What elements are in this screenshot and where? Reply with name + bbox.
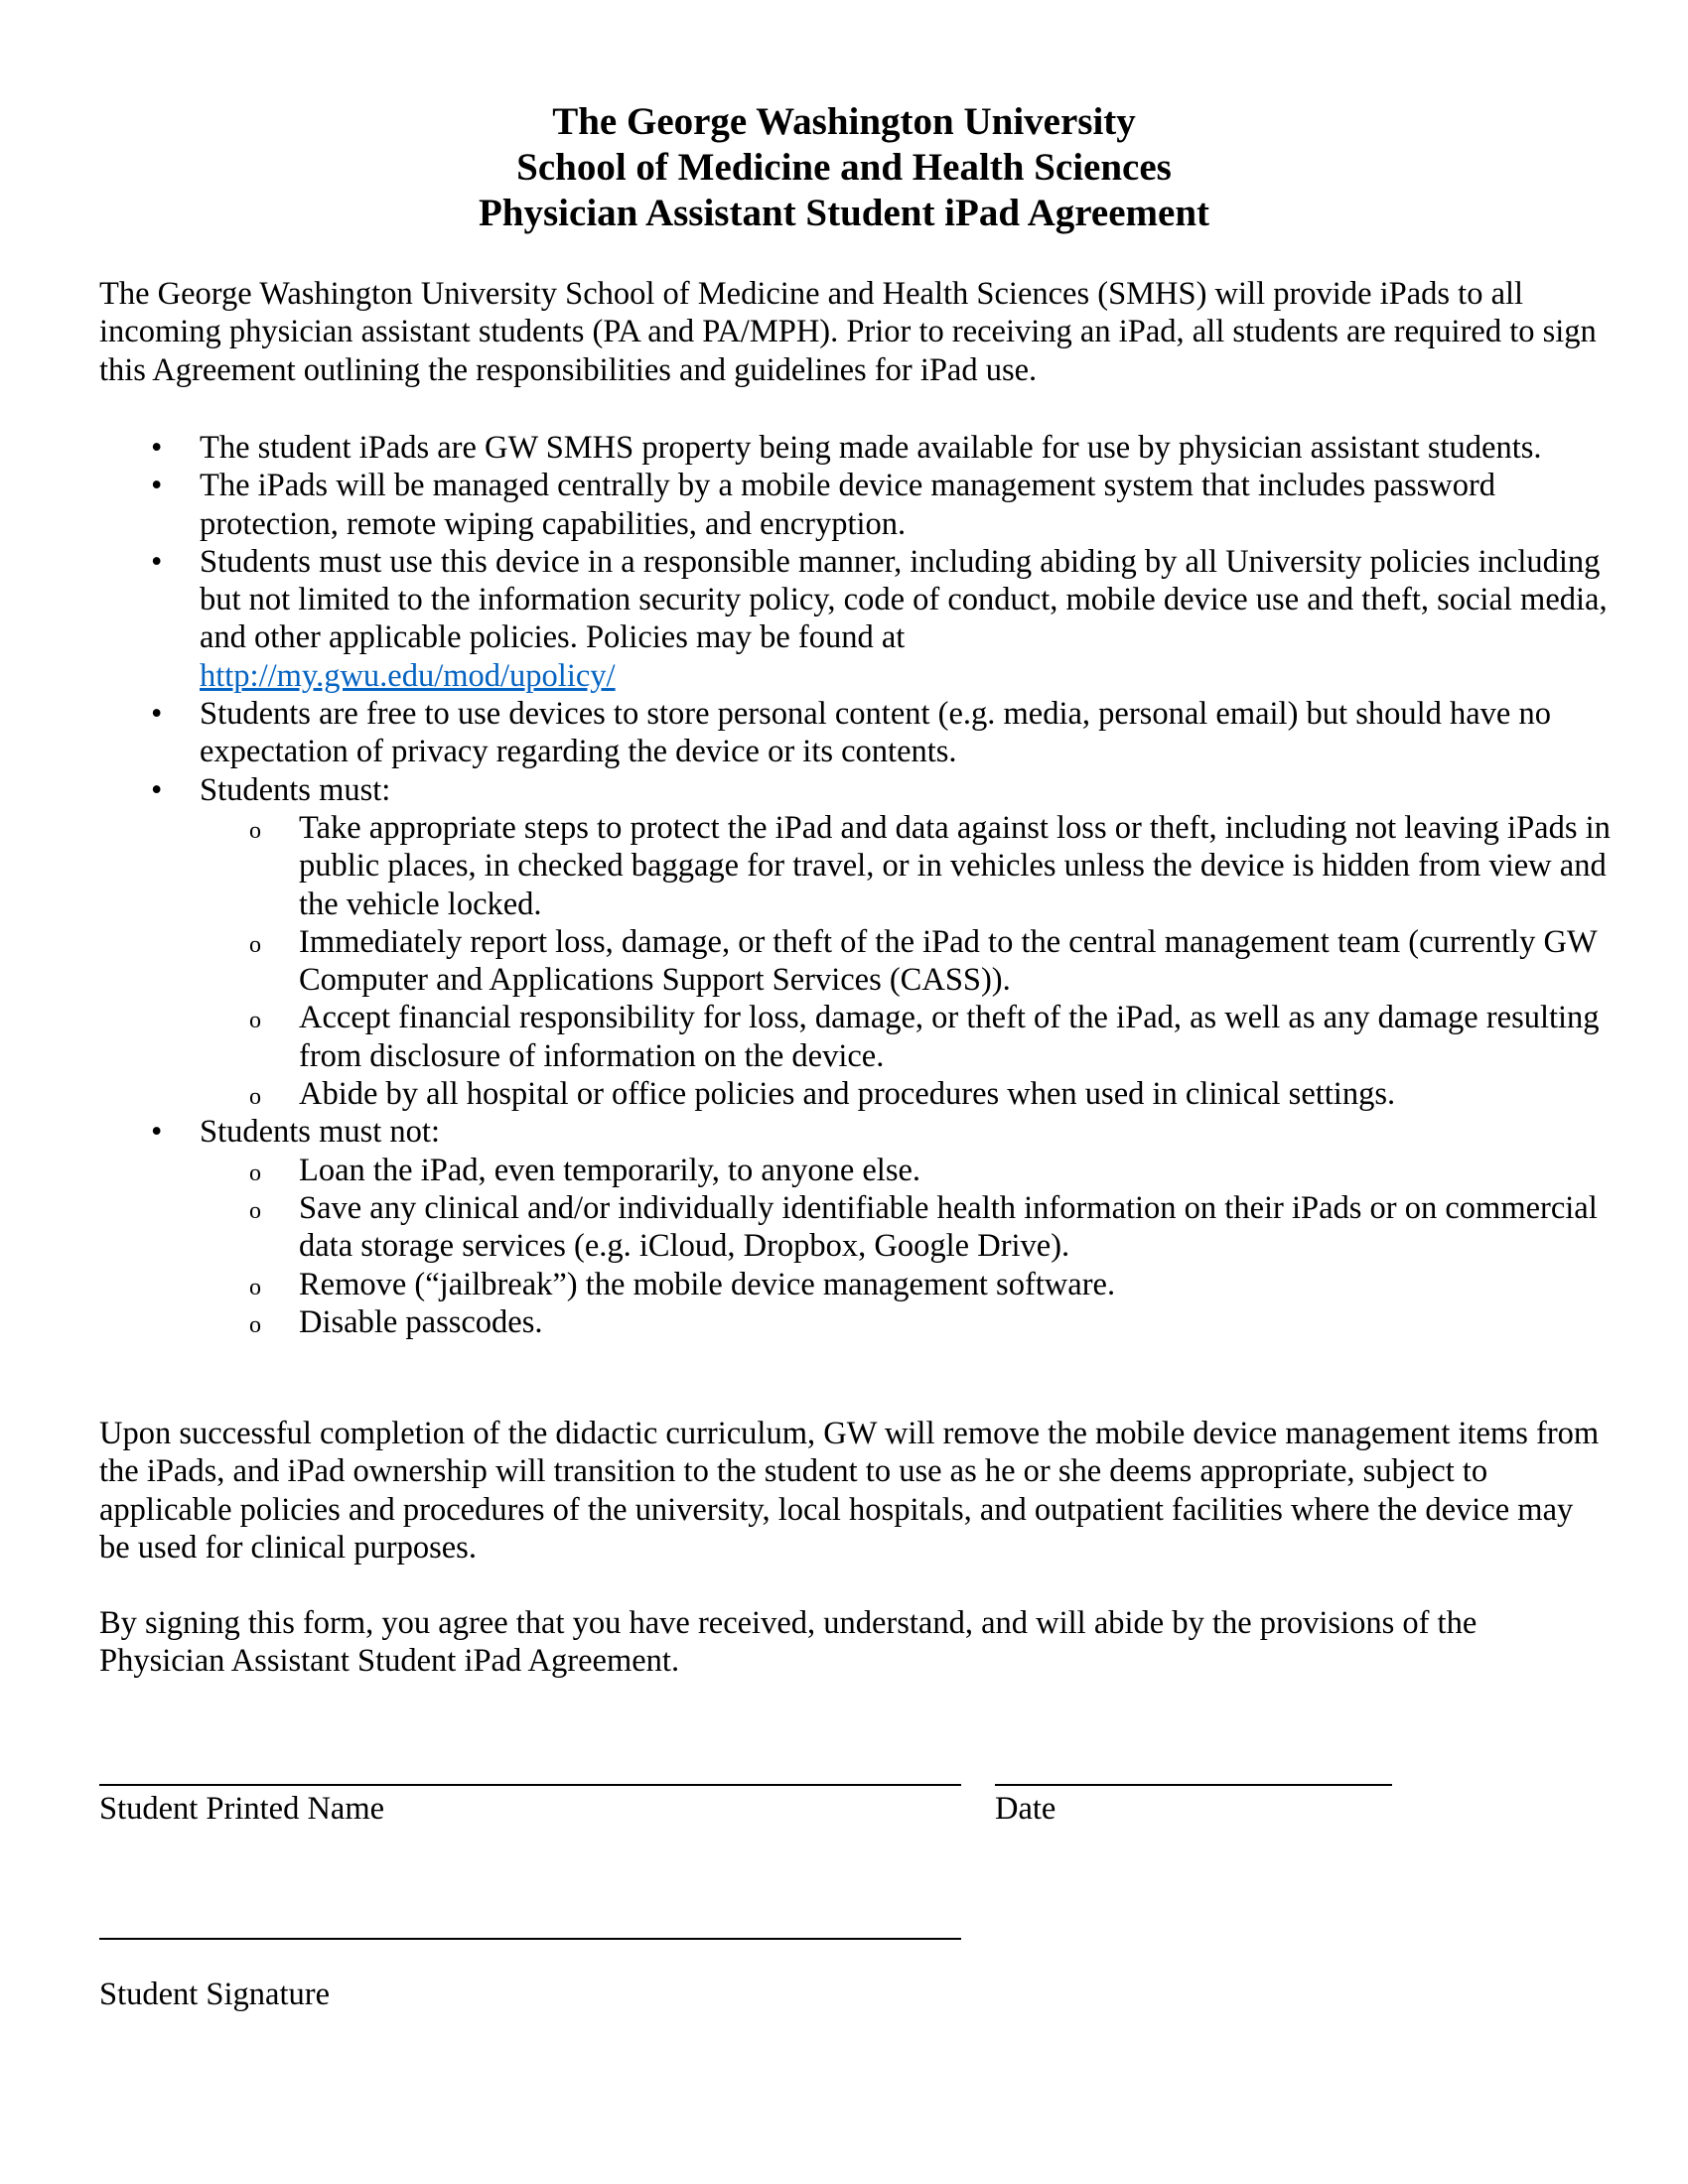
circle-bullet-icon: o <box>249 817 261 844</box>
sub-list-item-text: Save any clinical and/or individually identifiable health information on their iPads or on commercial data storage services (e.g. iCloud, Dropbox, Google Drive). <box>299 1189 1598 1265</box>
list-item <box>99 543 1628 695</box>
circle-bullet-icon: o <box>249 1274 261 1300</box>
bullet-icon: • <box>151 468 163 504</box>
list-item <box>99 1113 1628 1151</box>
sublist-container <box>99 809 1628 1113</box>
circle-bullet-icon: o <box>249 1311 261 1338</box>
printed-name-line[interactable] <box>99 1784 961 1786</box>
sub-list-item-text: Loan the iPad, even temporarily, to anyone else. <box>299 1152 921 1188</box>
printed-name-label: Student Printed Name <box>99 1791 385 1827</box>
circle-bullet-icon: o <box>249 1084 261 1111</box>
policy-link[interactable]: http://my.gwu.edu/mod/upolicy/ <box>200 657 616 694</box>
bullet-icon: • <box>151 771 163 808</box>
list-item-text: The student iPads are GW SMHS property being made available for use by physician assistant students. <box>200 430 1542 466</box>
list-item <box>99 467 1628 543</box>
sub-list-item-text: Remove (“jailbreak”) the mobile device management software. <box>299 1266 1116 1302</box>
circle-bullet-icon: o <box>249 931 261 958</box>
bullet-icon: • <box>151 543 163 580</box>
sub-list-item-text: Take appropriate steps to protect the iPad and data against loss or theft, including not leaving iPads in public places, in checked baggage for travel, or in vehicles unless the device is hidden from view and the vehicle locked. <box>299 809 1611 922</box>
intro-paragraph: The George Washington University School of Medicine and Health Sciences (SMHS) will provide iPads to all incoming physician assistant students (PA and PA/MPH). Prior to receiving an iPad, all students are required to sign this Agreement outlining the responsibilities and guidelines for iPad use. <box>99 276 1597 388</box>
sub-list-item <box>200 1189 1628 1266</box>
signature-line[interactable] <box>99 1938 961 1940</box>
closing-paragraph: Upon successful completion of the didactic curriculum, GW will remove the mobile device management items from the iPads, and iPad ownership will transition to the student to use as he or she deems appropriate, subject to applicable policies and procedures of the university, local hospitals, and outpatient facilities where the device may be used for clinical purposes. <box>99 1416 1600 1566</box>
date-line[interactable] <box>995 1784 1392 1786</box>
circle-bullet-icon: o <box>249 1160 261 1186</box>
title-agreement: Physician Assistant Student iPad Agreement <box>478 192 1209 234</box>
list-item <box>99 695 1628 771</box>
bullet-icon: • <box>151 1114 163 1151</box>
bullet-icon: • <box>151 430 163 466</box>
bullet-icon: • <box>151 696 163 733</box>
date-label: Date <box>995 1791 1056 1827</box>
signature-label: Student Signature <box>99 1977 330 2012</box>
list-item <box>99 771 1628 809</box>
document-title <box>0 99 1688 236</box>
sub-list-item <box>200 1152 1628 1189</box>
sub-list-item-text: Abide by all hospital or office policies and procedures when used in clinical settings. <box>299 1076 1396 1113</box>
list-item <box>99 429 1628 467</box>
sublist-container <box>99 1152 1628 1341</box>
sub-list-item <box>200 1303 1628 1341</box>
consent-paragraph: By signing this form, you agree that you have received, understand, and will abide by the provisions of the Physician Assistant Student iPad Agreement. <box>99 1605 1477 1680</box>
list-item-text: Students must not: <box>200 1114 440 1151</box>
list-item-text: Students must: <box>200 771 391 808</box>
students-must-list <box>200 809 1628 1113</box>
sub-list-item-text: Disable passcodes. <box>299 1303 543 1340</box>
sub-list-item <box>200 999 1628 1075</box>
list-item-text: Students must use this device in a responsible manner, including abiding by all University policies including but not limited to the information security policy, code of conduct, mobile device use and theft, social media, and other applicable policies. Policies may be found at <box>200 543 1608 656</box>
policy-list <box>99 429 1628 1341</box>
list-item-text: Students are free to use devices to store personal content (e.g. media, personal email) but should have no expectation of privacy regarding the device or its contents. <box>200 696 1551 770</box>
sub-list-item <box>200 923 1628 1000</box>
circle-bullet-icon: o <box>249 1197 261 1224</box>
sub-list-item-text: Accept financial responsibility for loss, damage, or theft of the iPad, as well as any damage resulting from disclosure of information on the device. <box>299 1000 1600 1074</box>
circle-bullet-icon: o <box>249 1008 261 1034</box>
sub-list-item <box>200 1266 1628 1303</box>
list-item-text: The iPads will be managed centrally by a mobile device management system that includes password protection, remote wiping capabilities, and encryption. <box>200 468 1496 542</box>
students-must-not-list <box>200 1152 1628 1341</box>
sub-list-item <box>200 1075 1628 1113</box>
sub-list-item-text: Immediately report loss, damage, or theft of the iPad to the central management team (currently GW Computer and Applications Support Services (CASS)). <box>299 923 1598 999</box>
title-university: The George Washington University <box>552 100 1136 143</box>
title-school: School of Medicine and Health Sciences <box>516 146 1172 189</box>
sub-list-item <box>200 809 1628 923</box>
